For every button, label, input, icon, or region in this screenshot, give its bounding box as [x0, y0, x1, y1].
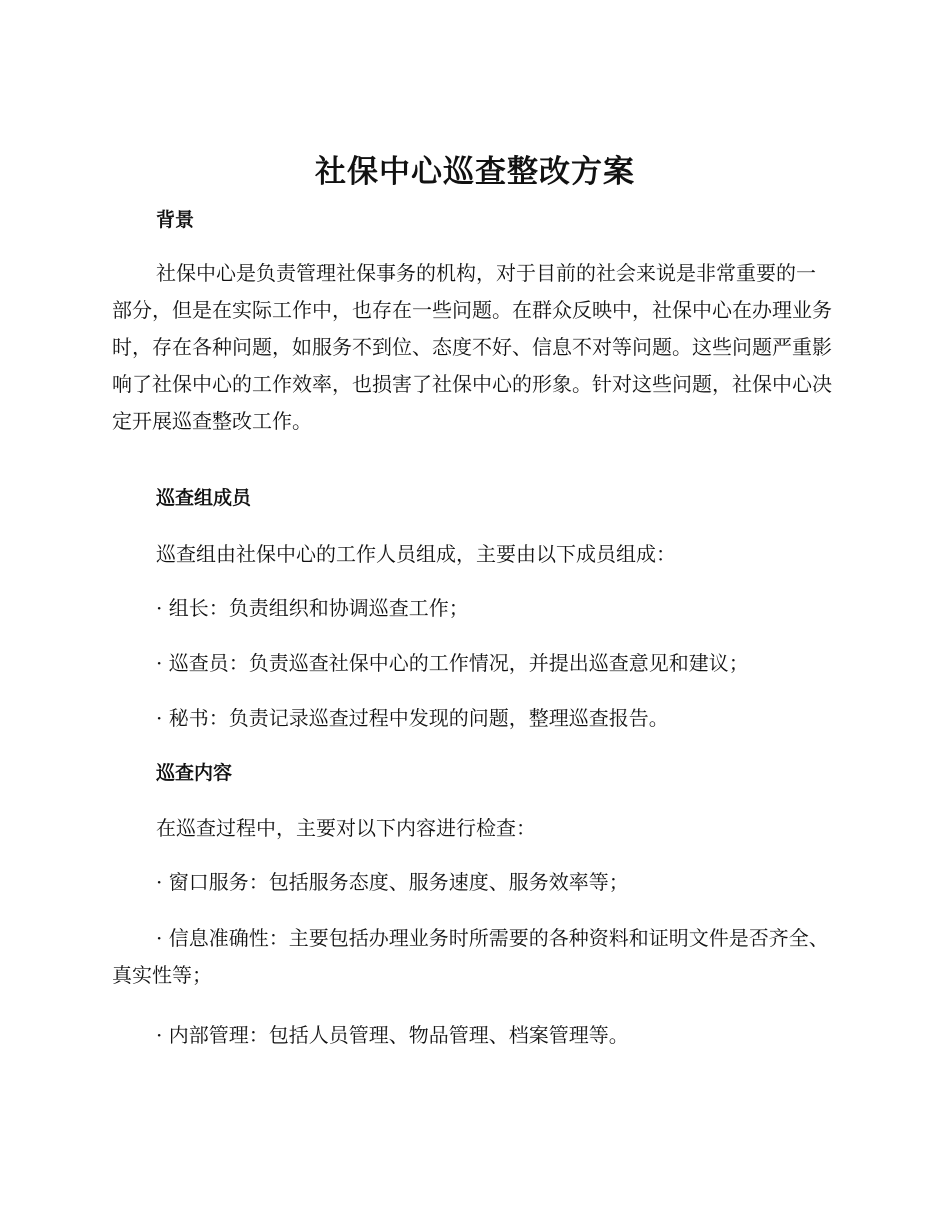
members-intro: 巡查组由社保中心的工作人员组成，主要由以下成员组成： — [156, 542, 676, 566]
members-item-inspector: · 巡查员：负责巡查社保中心的工作情况，并提出巡查意见和建议； — [156, 651, 749, 675]
content-item-info-accuracy: · 信息准确性：主要包括办理业务时所需要的各种资料和证明文件是否齐全、真实性等； — [112, 926, 829, 987]
background-paragraph: 社保中心是负责管理社保事务的机构，对于目前的社会来说是非常重要的一部分，但是在实际工作中，也存在一些问题。在群众反映中，社保中心在办理业务时，存在各种问题，如服务不到位、态度不好、信息不对等问题。这些问题严重影响了社保中心的工作效率，也损害了社保中心的形象。针对这些问题，社保中心决定开展巡查整改工作。 — [112, 261, 832, 433]
members-item-leader: · 组长：负责组织和协调巡查工作； — [156, 596, 469, 620]
content-intro: 在巡查过程中，主要对以下内容进行检查： — [156, 816, 536, 840]
section-heading-content: 巡查内容 — [156, 762, 233, 784]
content-item-window-service: · 窗口服务：包括服务态度、服务速度、服务效率等； — [156, 870, 629, 894]
section-heading-background: 背景 — [156, 209, 195, 231]
members-item-secretary: · 秘书：负责记录巡查过程中发现的问题，整理巡查报告。 — [156, 706, 669, 730]
document-title: 社保中心巡查整改方案 — [315, 154, 635, 190]
section-heading-members: 巡查组成员 — [156, 487, 252, 509]
content-item-internal-management: · 内部管理：包括人员管理、物品管理、档案管理等。 — [156, 1023, 629, 1047]
